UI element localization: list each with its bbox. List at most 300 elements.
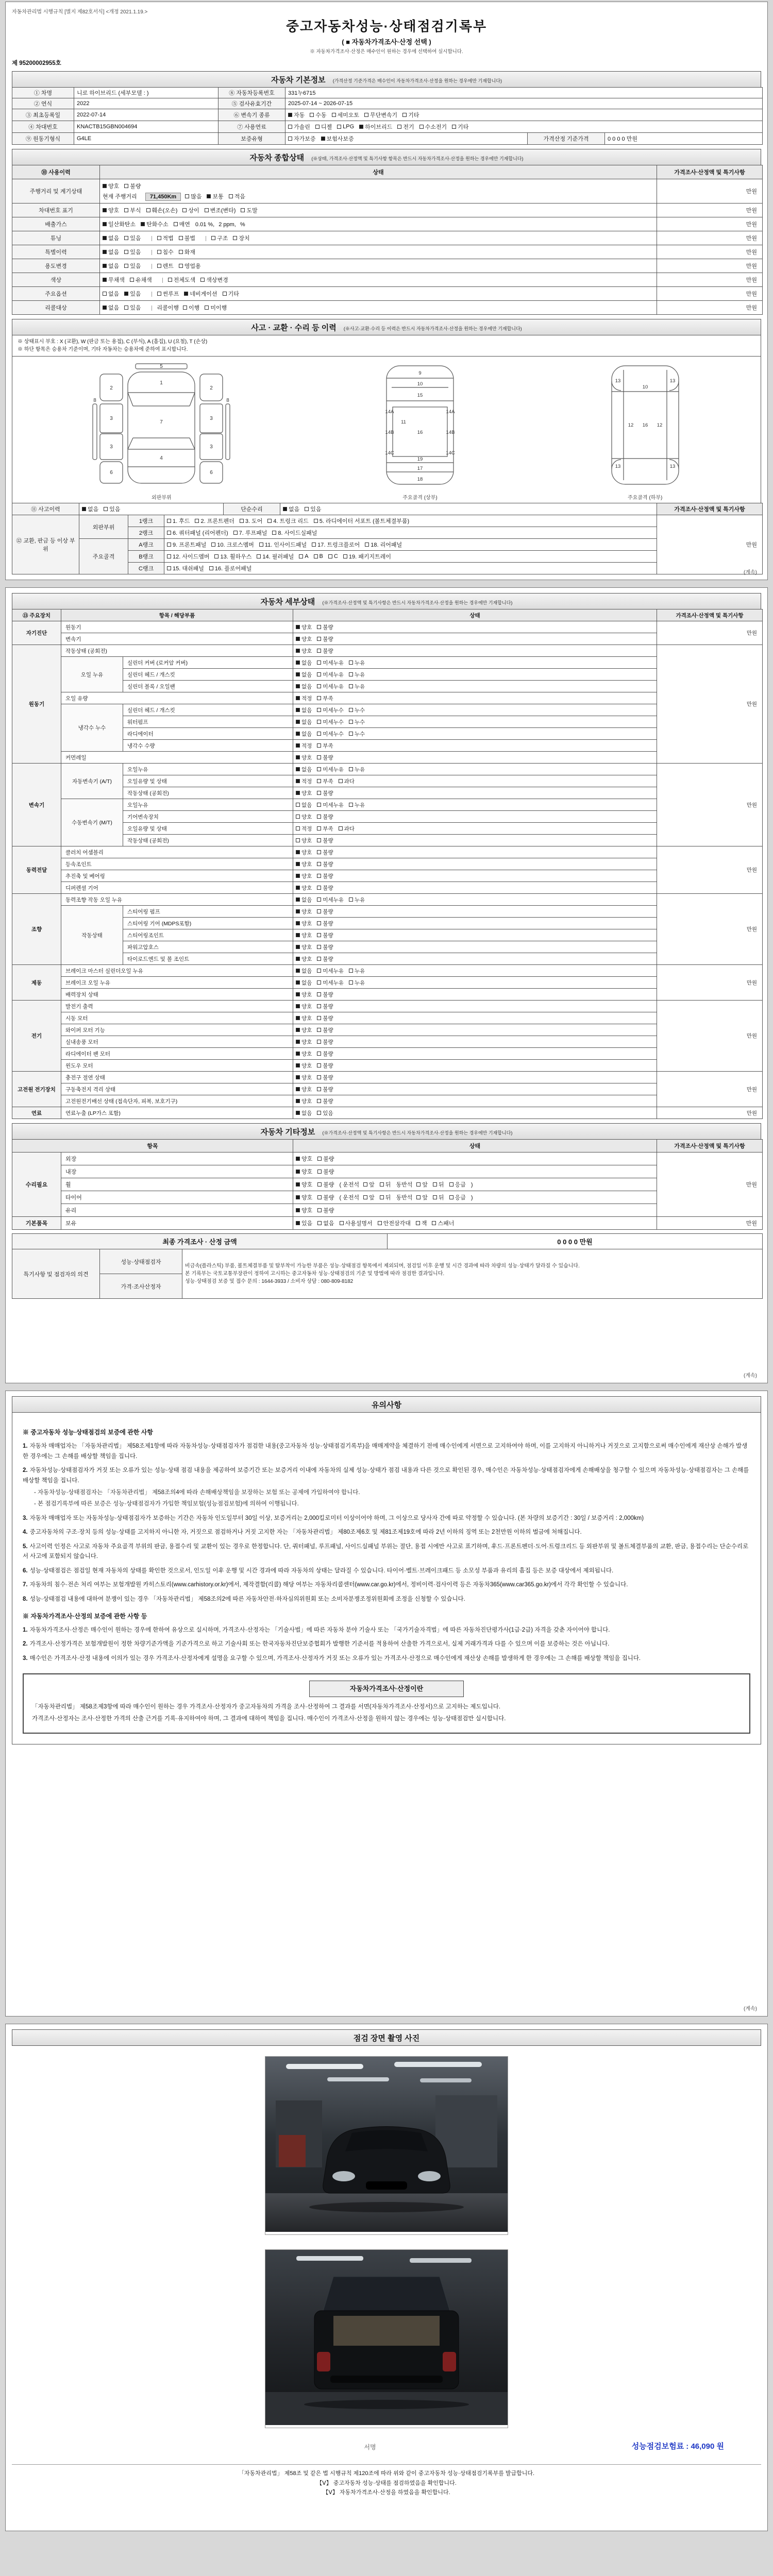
checkbox-unchecked[interactable]	[179, 262, 201, 270]
device-row	[12, 1191, 763, 1204]
checkbox-checked[interactable]	[103, 234, 119, 242]
checkbox-checked[interactable]	[124, 290, 141, 298]
checkbox-checked[interactable]	[296, 908, 312, 916]
checkbox-unchecked[interactable]	[317, 1003, 333, 1010]
checkbox-unchecked[interactable]	[317, 908, 333, 916]
checkbox-unchecked[interactable]	[452, 123, 468, 131]
checkbox-unchecked[interactable]	[317, 813, 333, 821]
checkbox-unchecked[interactable]	[349, 671, 365, 679]
legend-line-1: ※ 상태표시 부호 : X (교환), W (판금 또는 용접), C (부식), A (흠집), U (요철), T (손상)	[18, 339, 208, 345]
checkbox-unchecked[interactable]	[317, 766, 344, 773]
detail-col-price: 가격조사·산정액 및 특기사항	[657, 609, 763, 621]
checkbox-checked[interactable]	[296, 1219, 312, 1227]
checkbox-unchecked[interactable]	[349, 730, 365, 738]
checkbox-checked[interactable]	[296, 1193, 312, 1201]
checkbox-unchecked[interactable]	[317, 979, 344, 987]
checkbox-label: 있음	[109, 506, 121, 513]
checkbox-checked[interactable]	[296, 884, 312, 892]
checkbox-unchecked[interactable]	[317, 1155, 334, 1163]
checkbox-unchecked[interactable]	[339, 825, 355, 833]
checkbox-unchecked[interactable]	[185, 192, 201, 200]
checkbox-unchecked[interactable]	[257, 552, 294, 561]
checkbox-label: 누유	[354, 659, 365, 666]
checkbox-unchecked[interactable]	[312, 540, 360, 549]
checkbox-unchecked[interactable]	[432, 1219, 454, 1227]
checkbox-unchecked[interactable]	[317, 742, 333, 750]
checkbox-unchecked[interactable]	[167, 564, 204, 572]
checkbox-label: C	[333, 553, 338, 560]
base-price-value	[605, 133, 763, 145]
checkbox-label: 미세누유	[323, 671, 344, 678]
checkbox-unchecked[interactable]	[167, 552, 209, 561]
checkbox-unchecked[interactable]	[174, 220, 190, 228]
checkbox-checked[interactable]	[296, 683, 312, 690]
checkbox-checked[interactable]	[296, 1206, 312, 1214]
checkbox-unchecked[interactable]	[317, 1167, 334, 1176]
checkbox-unchecked[interactable]	[317, 1050, 333, 1058]
checkbox-box-icon	[317, 625, 321, 629]
checkbox-checked[interactable]	[103, 276, 125, 284]
checkbox-checked[interactable]	[296, 718, 312, 726]
price-amount-cell: 만원	[657, 287, 763, 301]
checkbox-unchecked[interactable]	[296, 837, 312, 844]
checkbox-unchecked[interactable]	[378, 1219, 411, 1227]
checkbox-unchecked[interactable]	[317, 1180, 334, 1189]
checkbox-unchecked[interactable]	[195, 517, 234, 525]
checkbox-box-icon	[349, 684, 353, 688]
notice-item	[23, 1442, 750, 1462]
state-line	[103, 219, 654, 229]
checkbox-checked[interactable]	[296, 920, 312, 927]
checkbox-unchecked[interactable]	[317, 1038, 333, 1046]
checkbox-unchecked[interactable]	[343, 552, 391, 561]
extra-options	[340, 1221, 460, 1227]
checkbox-unchecked[interactable]	[130, 276, 152, 284]
checkbox-unchecked[interactable]	[167, 540, 206, 549]
checkbox-unchecked[interactable]	[157, 248, 174, 256]
checkbox-unchecked[interactable]	[317, 635, 333, 643]
checkbox-unchecked[interactable]	[317, 801, 344, 809]
checkbox-unchecked[interactable]	[305, 505, 321, 513]
checkbox-label: 응급	[455, 1182, 466, 1188]
checkbox-unchecked[interactable]	[157, 234, 174, 242]
overall-row	[12, 245, 763, 259]
checkbox-checked[interactable]	[296, 754, 312, 761]
checkbox-unchecked[interactable]	[167, 517, 190, 525]
svg-text:15: 15	[417, 393, 423, 398]
checkbox-checked[interactable]	[207, 192, 223, 200]
checkbox-unchecked[interactable]	[314, 553, 323, 560]
checkbox-box-icon	[349, 803, 353, 807]
checkbox-checked[interactable]	[296, 1026, 312, 1034]
checkbox-checked[interactable]	[296, 671, 312, 679]
device-item-label: 클러치 어셈블리	[61, 846, 293, 858]
checkbox-unchecked[interactable]	[349, 979, 365, 987]
checkbox-checked[interactable]	[296, 967, 312, 975]
checkbox-unchecked[interactable]	[340, 1219, 373, 1227]
checkbox-unchecked[interactable]	[380, 1180, 391, 1189]
checkbox-unchecked[interactable]	[317, 884, 333, 892]
notice-item-number: 2.	[23, 1467, 28, 1474]
device-item-label: 파워고압호스	[123, 941, 293, 953]
notice-list-2	[23, 1625, 750, 1664]
checkbox-unchecked[interactable]	[296, 825, 312, 833]
checkbox-box-icon	[339, 779, 343, 783]
device-row	[12, 1204, 763, 1217]
checkbox-unchecked[interactable]	[433, 1180, 444, 1189]
checkbox-unchecked[interactable]	[419, 123, 447, 131]
checkbox-unchecked[interactable]	[124, 303, 141, 312]
checkbox-unchecked[interactable]	[179, 248, 195, 256]
device-item-label: 실린더 헤드 / 개스킷	[123, 704, 293, 716]
checkbox-unchecked[interactable]	[317, 849, 333, 856]
checkbox-unchecked[interactable]	[317, 694, 333, 702]
page-4	[5, 2024, 768, 2531]
checkbox-unchecked[interactable]	[317, 647, 333, 655]
checkbox-unchecked[interactable]	[317, 1219, 334, 1227]
checkbox-checked[interactable]	[103, 303, 119, 312]
checkbox-unchecked[interactable]	[317, 1206, 334, 1214]
checkbox-checked[interactable]	[296, 979, 312, 987]
checkbox-unchecked[interactable]	[168, 276, 196, 284]
checkbox-checked[interactable]	[296, 1097, 312, 1105]
checkbox-unchecked[interactable]	[296, 813, 312, 821]
overall-note: (※상태, 가격조사·산정액 및 특기사항 항목은 반드시 자동차가격조사·산정을 원하는 경우에만 기재합니다)	[311, 156, 524, 161]
checkbox-checked[interactable]	[103, 220, 136, 228]
checkbox-checked[interactable]	[296, 742, 312, 750]
checkbox-checked[interactable]	[296, 659, 312, 667]
checkbox-box-icon	[296, 850, 300, 854]
signature-label[interactable]: 서명	[364, 2444, 376, 2451]
checkbox-unchecked[interactable]	[211, 234, 228, 242]
checkbox-checked[interactable]	[296, 694, 312, 702]
continued-mark: (계속)	[744, 2006, 757, 2012]
checkbox-unchecked[interactable]	[317, 943, 333, 951]
first-registration-value: 2022-07-14	[74, 109, 219, 121]
checkbox-box-icon	[317, 1208, 322, 1212]
device-item-label: 외장	[61, 1153, 293, 1165]
checkbox-checked[interactable]	[296, 1050, 312, 1058]
checkbox-checked[interactable]	[296, 1062, 312, 1070]
inspection-photo-rear	[265, 2249, 508, 2428]
checkbox-checked[interactable]	[296, 1086, 312, 1093]
checkbox-checked[interactable]	[296, 706, 312, 714]
checkbox-unchecked[interactable]	[317, 955, 333, 963]
device-row	[12, 846, 763, 858]
checkbox-checked[interactable]	[296, 872, 312, 880]
checkbox-unchecked[interactable]	[223, 290, 239, 298]
checkbox-checked[interactable]	[296, 931, 312, 939]
checkbox-checked[interactable]	[296, 1109, 312, 1117]
checkbox-unchecked[interactable]	[200, 276, 228, 284]
checkbox-unchecked[interactable]	[317, 825, 333, 833]
checkbox-checked[interactable]	[359, 123, 392, 131]
checkbox-unchecked[interactable]	[103, 290, 119, 298]
overall-state-cell	[100, 231, 657, 245]
checkbox-checked[interactable]	[296, 955, 312, 963]
checkbox-checked[interactable]	[296, 1014, 312, 1022]
checkbox-unchecked[interactable]	[337, 124, 354, 130]
checkbox-box-icon	[317, 826, 321, 831]
checkbox-unchecked[interactable]	[317, 837, 333, 844]
checkbox-box-icon	[317, 672, 321, 676]
checkbox-checked[interactable]	[296, 1003, 312, 1010]
checkbox-unchecked[interactable]	[317, 896, 344, 904]
checkbox-checked[interactable]	[296, 730, 312, 738]
checkbox-unchecked[interactable]	[317, 1074, 333, 1081]
checkbox-unchecked[interactable]	[229, 192, 245, 200]
divider	[162, 278, 163, 283]
checkbox-unchecked[interactable]	[317, 991, 333, 998]
checkbox-checked[interactable]	[103, 248, 119, 256]
diagram-under-frame	[568, 361, 722, 501]
checkbox-unchecked[interactable]	[317, 789, 333, 797]
final-price-table	[12, 1233, 763, 1249]
checkbox-unchecked[interactable]	[317, 659, 344, 667]
checkbox-unchecked[interactable]	[363, 1180, 375, 1189]
checkbox-unchecked[interactable]	[317, 1062, 333, 1070]
checkbox-unchecked[interactable]	[380, 1193, 391, 1201]
checkbox-unchecked[interactable]	[182, 206, 199, 214]
checkbox-unchecked[interactable]	[272, 529, 317, 537]
checkbox-unchecked[interactable]	[349, 967, 365, 975]
footer-line-3: 【Ⅴ】 자동차가격조사·산정을 하였음을 확인합니다.	[323, 2489, 450, 2496]
checkbox-unchecked[interactable]	[317, 1014, 333, 1022]
device-row	[12, 870, 763, 882]
svg-text:10: 10	[642, 384, 648, 390]
notice-item-text: 중고자동차의 구조·장치 등의 성능·상태를 고지하지 아니한 자, 거짓으로 점검하거나 거짓 고지한 자는 「자동차관리법」 제80조제6호 및 제81조제19호에 따라 2년 이하의 징역 또는 2천만원 이하의 벌금에 처해집니다.	[29, 1529, 582, 1536]
checkbox-unchecked[interactable]	[183, 303, 199, 312]
checkbox-unchecked[interactable]	[349, 683, 365, 690]
checkbox-unchecked[interactable]	[317, 623, 333, 631]
checkbox-box-icon	[296, 969, 300, 973]
final-price-label: 최종 가격조사 · 산정 금액	[12, 1234, 388, 1249]
checkbox-label: 16. 플로어패널	[214, 566, 252, 572]
checkbox-unchecked[interactable]	[416, 1180, 428, 1189]
checkbox-checked[interactable]	[141, 220, 169, 228]
checkbox-checked[interactable]	[296, 896, 312, 904]
notice-head-2: ※ 자동차가격조사·산정의 보증에 관한 사항 등	[23, 1612, 147, 1620]
checkbox-unchecked[interactable]	[157, 290, 179, 298]
svg-text:4: 4	[160, 455, 163, 461]
device-row	[12, 835, 763, 846]
checkbox-box-icon	[296, 1004, 300, 1008]
checkbox-unchecked[interactable]	[317, 718, 344, 726]
notice-item	[23, 1595, 750, 1605]
checkbox-label: 기타	[408, 112, 419, 118]
device-item-label: 원동기	[61, 621, 293, 633]
checkbox-checked[interactable]	[296, 1167, 312, 1176]
checkbox-unchecked[interactable]	[315, 123, 332, 131]
checkbox-unchecked[interactable]	[299, 553, 308, 560]
overall-state-cell	[100, 204, 657, 217]
device-state-cell	[293, 740, 657, 752]
checkbox-unchecked[interactable]	[317, 1193, 334, 1201]
checkbox-unchecked[interactable]	[167, 529, 228, 537]
checkbox-unchecked[interactable]	[209, 564, 251, 572]
checkbox-unchecked[interactable]	[317, 872, 333, 880]
checkbox-unchecked[interactable]	[317, 931, 333, 939]
checkbox-checked[interactable]	[296, 860, 312, 868]
svg-text:14C: 14C	[446, 450, 455, 456]
checkbox-unchecked[interactable]	[317, 777, 333, 785]
checkbox-unchecked[interactable]	[433, 1193, 444, 1201]
checkbox-unchecked[interactable]	[124, 206, 141, 214]
checkbox-unchecked[interactable]	[364, 111, 397, 119]
checkbox-checked[interactable]	[296, 1155, 312, 1163]
checkbox-checked[interactable]	[296, 766, 312, 773]
checkbox-unchecked[interactable]	[146, 206, 178, 214]
checkbox-label: 불량	[323, 754, 333, 761]
checkbox-unchecked[interactable]	[317, 967, 344, 975]
checkbox-unchecked[interactable]	[328, 553, 338, 560]
checkbox-unchecked[interactable]	[339, 777, 355, 785]
checkbox-unchecked[interactable]	[332, 111, 360, 119]
checkbox-unchecked[interactable]	[317, 1109, 333, 1117]
checkbox-unchecked[interactable]	[296, 801, 312, 809]
checkbox-checked[interactable]	[184, 290, 217, 298]
checkbox-label: 누유	[354, 968, 365, 974]
checkbox-checked[interactable]	[82, 505, 98, 513]
checkbox-unchecked[interactable]	[124, 234, 141, 242]
checkbox-unchecked[interactable]	[233, 234, 249, 242]
checkbox-box-icon	[296, 684, 300, 688]
checkbox-checked[interactable]	[288, 111, 305, 119]
legend-line-2: ※ 하단 항목은 승용차 기준이며, 기타 자동차는 승용차에 준하여 표시합니다.	[18, 347, 188, 352]
checkbox-checked[interactable]	[321, 134, 354, 143]
checkbox-checked[interactable]	[283, 505, 299, 513]
checkbox-unchecked[interactable]	[317, 754, 333, 761]
checkbox-unchecked[interactable]	[317, 1026, 333, 1034]
checkbox-label: 하이브리드	[365, 124, 393, 130]
price-amount-cell: 만원	[657, 621, 763, 645]
checkbox-unchecked[interactable]	[288, 123, 310, 131]
checkbox-unchecked[interactable]	[349, 659, 365, 667]
checkbox-checked[interactable]	[296, 647, 312, 655]
checkbox-box-icon	[211, 236, 215, 240]
checkbox-label: 불량	[323, 648, 333, 654]
basic-info-title: 자동차 기본정보	[271, 76, 326, 84]
checkbox-unchecked[interactable]	[267, 517, 308, 525]
checkbox-label: 불량	[323, 1195, 334, 1201]
checkbox-label: 양호	[301, 814, 312, 820]
checkbox-unchecked[interactable]	[104, 505, 120, 513]
device-state-cell	[293, 1072, 657, 1083]
checkbox-label: 12. 사이드멤버	[173, 554, 210, 560]
checkbox-checked[interactable]	[296, 1180, 312, 1189]
checkbox-unchecked[interactable]	[259, 540, 307, 549]
checkbox-unchecked[interactable]	[317, 1097, 333, 1105]
checkbox-unchecked[interactable]	[205, 206, 236, 214]
checkbox-label: 불량	[323, 1039, 333, 1045]
svg-text:9: 9	[418, 370, 422, 376]
checkbox-box-icon	[317, 1016, 321, 1020]
checkbox-unchecked[interactable]	[179, 234, 195, 242]
checkbox-unchecked[interactable]	[240, 517, 262, 525]
inspection-photo-front-image	[265, 2057, 508, 2232]
checkbox-box-icon	[283, 507, 287, 511]
checkbox-unchecked[interactable]	[416, 1219, 427, 1227]
checkbox-unchecked[interactable]	[449, 1193, 466, 1201]
checkbox-unchecked[interactable]	[124, 182, 141, 190]
checkbox-checked[interactable]	[296, 849, 312, 856]
final-price-value	[388, 1234, 763, 1249]
checkbox-unchecked[interactable]	[363, 1193, 375, 1201]
model-year-label: ② 연식	[12, 98, 74, 109]
svg-text:13: 13	[615, 378, 620, 384]
checkbox-unchecked[interactable]	[349, 766, 365, 773]
checkbox-label: 17. 트렁크플로어	[317, 542, 360, 548]
checkbox-unchecked[interactable]	[124, 262, 141, 270]
definition-line: 가격조사·산정자는 조사·산정한 가격의 산출 근거를 기록·유지하여야 하며, 그 결과에 대하여 책임을 집니다. 매수인이 가격조사·산정을 원하지 않는 경우에는 성능·상태점검만 실시합니다.	[32, 1716, 506, 1722]
device-row	[12, 692, 763, 704]
device-item-label: 실내송풍 모터	[61, 1036, 293, 1048]
accident-title: 사고 · 교환 · 수리 등 이력	[251, 324, 337, 332]
checkbox-unchecked[interactable]	[288, 134, 316, 143]
checkbox-checked[interactable]	[296, 1038, 312, 1046]
checkbox-unchecked[interactable]	[365, 540, 402, 549]
checkbox-unchecked[interactable]	[241, 206, 257, 214]
checkbox-unchecked[interactable]	[317, 671, 344, 679]
checkbox-checked[interactable]	[103, 206, 119, 214]
checkbox-label: 불량	[323, 1074, 333, 1081]
device-item-label: 실린더 커버 (로커암 커버)	[123, 657, 293, 669]
checkbox-unchecked[interactable]	[124, 248, 141, 256]
checkbox-unchecked[interactable]	[317, 920, 333, 927]
checkbox-unchecked[interactable]	[157, 262, 174, 270]
checkbox-label: 영업용	[184, 263, 201, 269]
price-amount-cell: 만원	[657, 894, 763, 965]
checkbox-unchecked[interactable]	[317, 730, 344, 738]
engine-type-value: G4LE	[74, 133, 219, 145]
checkbox-checked[interactable]	[296, 623, 312, 631]
checkbox-unchecked[interactable]	[233, 529, 267, 537]
checkbox-unchecked[interactable]	[310, 111, 326, 119]
checkbox-unchecked[interactable]	[317, 860, 333, 868]
checkbox-checked[interactable]	[103, 262, 119, 270]
checkbox-unchecked[interactable]	[397, 123, 414, 131]
checkbox-checked[interactable]	[296, 991, 312, 998]
checkbox-unchecked[interactable]	[402, 111, 419, 119]
checkbox-unchecked[interactable]	[449, 1180, 466, 1189]
device-item-label: 윈도우 모터	[61, 1060, 293, 1072]
checkbox-box-icon	[207, 194, 211, 198]
checkbox-label: 양호	[301, 1208, 313, 1214]
checkbox-unchecked[interactable]	[349, 706, 365, 714]
checkbox-unchecked[interactable]	[349, 896, 365, 904]
checkbox-unchecked[interactable]	[349, 718, 365, 726]
checkbox-unchecked[interactable]	[349, 801, 365, 809]
checkbox-unchecked[interactable]	[214, 552, 251, 561]
inline-text: 2 ppm,	[219, 222, 236, 228]
checkbox-checked[interactable]	[296, 789, 312, 797]
checkbox-label: 양호	[301, 1027, 312, 1033]
checkbox-unchecked[interactable]	[314, 517, 409, 525]
checkbox-unchecked[interactable]	[211, 540, 254, 549]
checkbox-checked[interactable]	[296, 1074, 312, 1081]
checkbox-unchecked[interactable]	[317, 1086, 333, 1093]
device-item-label: 시동 모터	[61, 1012, 293, 1024]
checkbox-checked[interactable]	[296, 943, 312, 951]
device-state-cell	[293, 752, 657, 764]
checkbox-checked[interactable]	[103, 182, 119, 190]
checkbox-checked[interactable]	[296, 635, 312, 643]
checkbox-unchecked[interactable]	[205, 303, 227, 312]
checkbox-unchecked[interactable]	[317, 683, 344, 690]
checkbox-checked[interactable]	[296, 777, 312, 785]
checkbox-unchecked[interactable]	[416, 1193, 428, 1201]
checkbox-unchecked[interactable]	[317, 706, 344, 714]
